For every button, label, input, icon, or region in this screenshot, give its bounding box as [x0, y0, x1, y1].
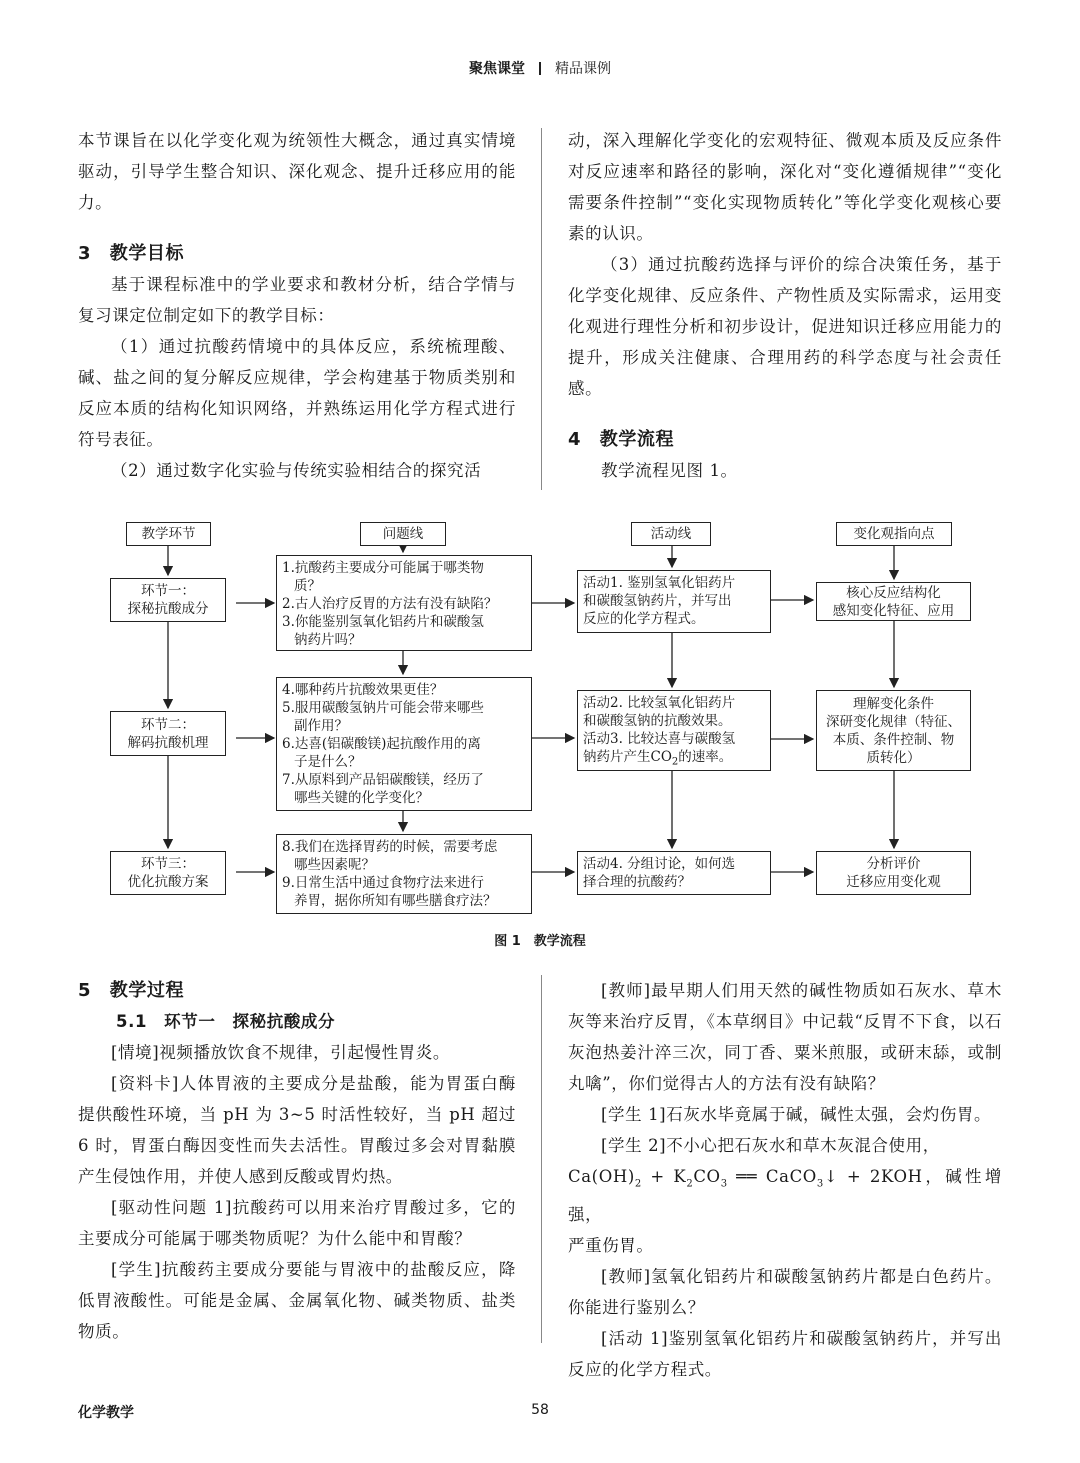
- activity-line: 择合理的抗酸药？: [583, 874, 691, 890]
- activity-line: [583, 748, 765, 772]
- question-line: 7.从原料到产品铝碳酸镁，经历了: [282, 772, 484, 788]
- question-line: 哪些关键的化学变化？: [294, 790, 429, 806]
- section-3-title: 3 教学目标: [78, 243, 185, 264]
- question-line: 8.我们在选择胃药的时候，需要考虑: [282, 839, 498, 855]
- stage-1-label: 环节一：: [141, 583, 195, 599]
- journal-name: 化学教学: [78, 1405, 134, 1421]
- question-line: 2.古人治疗反胃的方法有没有缺陷？: [282, 596, 498, 612]
- subsection-5-1-title: 5.1 环节一 探秘抗酸成分: [116, 1012, 336, 1031]
- viewpoint-line: 深研变化规律（特征、: [826, 713, 961, 730]
- paragraph: （3）通过抗酸药选择与评价的综合决策任务，基于化学变化规律、反应条件、产物性质及实际需求，运用变化观进行理性分析和初步设计，促进知识迁移应用能力的提升，形成关注健康、合理用药的科学态度与社会责任感。: [568, 255, 1002, 398]
- viewpoint-line: 感知变化特征、应用: [832, 602, 955, 619]
- col-head-questions: 问题线: [360, 522, 446, 546]
- stage-3-label: 环节三：: [141, 856, 195, 872]
- question-line: 1.抗酸药主要成分可能属于哪类物: [282, 560, 484, 576]
- paragraph: [学生]抗酸药主要成分要能与胃液中的盐酸反应，降低胃液酸性。可能是金属、金属氧化物、碱类物质、盐类物质。: [78, 1260, 516, 1341]
- viewpoint-line: 质转化）: [866, 749, 921, 766]
- activity-line: 反应的化学方程式。: [583, 611, 705, 627]
- header-separator: [539, 62, 541, 75]
- stage-3-title: 优化抗酸方案: [127, 874, 209, 890]
- question-line: 3.你能鉴别氢氧化铝药片和碳酸氢: [282, 614, 484, 630]
- question-line: 养胃，据你所知有哪些膳食疗法？: [294, 893, 497, 909]
- viewpoint-line: 核心反应结构化: [846, 584, 941, 601]
- eq-part: ↓ + 2KOH，碱性增强，: [568, 1167, 1002, 1225]
- stage-1-title: 探秘抗酸成分: [127, 601, 209, 617]
- question-line: 质？: [294, 578, 321, 594]
- subscript: 2: [686, 1178, 694, 1190]
- activity-box-1: [577, 570, 771, 633]
- viewpoint-line: 分析评价: [866, 856, 921, 872]
- activity-line: 活动4. 分组讨论，如何选: [583, 856, 736, 872]
- paragraph: 基于课程标准中的学业要求和教材分析，结合学情与复习课定位制定如下的教学目标：: [78, 275, 516, 325]
- subscript: 3: [816, 1178, 824, 1190]
- bottom-right-column: [568, 975, 1002, 1385]
- stage-2-box: [110, 711, 226, 756]
- eq-part: CO: [693, 1167, 721, 1186]
- subscript: 2: [671, 756, 679, 768]
- figure-caption: 图 1 教学流程: [494, 934, 586, 949]
- chemical-equation: [568, 1161, 1002, 1230]
- activity-line: 活动2. 比较氢氧化铝药片: [583, 695, 736, 711]
- paragraph: [教师]最早期人们用天然的碱性物质如石灰水、草木灰等来治疗反胃，《本草纲目》中记载“反胃不下食，以石灰泡热姜汁淬三次，同丁香、粟米煎服，或研末舔，或制丸噙”，你们觉得古人的方法有没有缺陷？: [568, 981, 1002, 1093]
- paragraph: [资料卡]人体胃液的主要成分是盐酸，能为胃蛋白酶提供酸性环境，当 pH 为 3~5 时活性较好，当 pH 超过 6 时，胃蛋白酶因变性而失去活性。胃酸过多会对胃黏膜产生侵蚀作用，并使人感到反酸或胃灼热。: [78, 1074, 516, 1186]
- activity-box-2: [577, 690, 771, 771]
- question-line: 6.达喜(铝碳酸镁)起抗酸作用的离: [282, 736, 481, 752]
- column-divider: [541, 128, 542, 490]
- paragraph: （2）通过数字化实验与传统实验相结合的探究活: [111, 461, 482, 480]
- col-head-viewpoints: 变化观指向点: [836, 522, 952, 546]
- running-header: [0, 58, 1080, 78]
- viewpoint-line: 理解变化条件: [853, 695, 934, 712]
- viewpoint-line: 本质、条件控制、物: [832, 731, 955, 748]
- subscript: 2: [634, 1178, 642, 1190]
- question-line: 4.哪种药片抗酸效果更佳？: [282, 682, 444, 698]
- stage-2-label: 环节二：: [141, 716, 195, 733]
- column-divider: [541, 975, 542, 1343]
- eq-part: Ca(OH): [568, 1167, 635, 1186]
- paragraph: [活动 1]鉴别氢氧化铝药片和碳酸氢钠药片，并写出反应的化学方程式。: [568, 1329, 1002, 1380]
- question-line: 哪些因素呢？: [294, 857, 375, 873]
- section-label: 聚焦课堂: [469, 61, 525, 77]
- top-right-column: [568, 125, 1002, 486]
- activity-line: 和碳酸氢钠的抗酸效果。: [583, 713, 732, 729]
- paragraph: [学生 1]石灰水毕竟属于碱，碱性太强，会灼伤胃。: [601, 1105, 992, 1124]
- question-line: 5.服用碳酸氢钠片可能会带来哪些: [282, 700, 484, 716]
- eq-part: ══ CaCO: [727, 1167, 817, 1186]
- activity-line: 和碳酸氢钠药片，并写出: [583, 593, 732, 609]
- question-line: 9.日常生活中通过食物疗法来进行: [282, 875, 484, 891]
- questions-box-3: [276, 834, 532, 914]
- activity-text: 钠药片产生CO: [583, 749, 672, 765]
- viewpoint-box-2: [816, 690, 971, 771]
- activity-line: 活动1. 鉴别氢氧化铝药片: [583, 575, 736, 591]
- question-line: 副作用？: [294, 718, 348, 734]
- col-head-activities: 活动线: [631, 522, 711, 546]
- eq-part: + K: [641, 1167, 687, 1186]
- bottom-left-column: [78, 975, 516, 1347]
- stage-3-box: [110, 851, 226, 895]
- paragraph: 本节课旨在以化学变化观为统领性大概念，通过真实情境驱动，引导学生整合知识、深化观念、提升迁移应用的能力。: [78, 131, 516, 212]
- section-5-title: 5 教学过程: [78, 980, 185, 1001]
- page-number: 58: [531, 1402, 549, 1418]
- viewpoint-line: 迁移应用变化观: [846, 874, 941, 890]
- paragraph: [情境]视频播放饮食不规律，引起慢性胃炎。: [111, 1043, 450, 1062]
- viewpoint-box-3: [816, 851, 971, 895]
- paragraph: 动，深入理解化学变化的宏观特征、微观本质及反应条件对反应速率和路径的影响，深化对“变化遵循规律”“变化需要条件控制”“变化实现物质转化”等化学变化观核心要素的认识。: [568, 131, 1002, 243]
- activity-line: 活动3. 比较达喜与碳酸氢: [583, 731, 736, 747]
- viewpoint-box-1: [816, 582, 971, 621]
- top-left-column: [78, 125, 516, 486]
- questions-box-1: [276, 555, 532, 651]
- section-4-title: 4 教学流程: [568, 429, 675, 450]
- col-head-stage: 教学环节: [126, 522, 211, 546]
- teaching-flow-diagram: [104, 515, 979, 925]
- subscript: 3: [720, 1178, 728, 1190]
- questions-box-2: [276, 677, 532, 811]
- column-label: 精品课例: [555, 61, 611, 77]
- paragraph: 教学流程见图 1。: [601, 461, 738, 480]
- question-line: 子是什么？: [294, 754, 362, 770]
- question-line: 钠药片吗？: [294, 632, 362, 648]
- paragraph: 严重伤胃。: [568, 1236, 654, 1256]
- paragraph: [学生 2]不小心把石灰水和草木灰混合使用，: [601, 1136, 940, 1155]
- stage-2-title: 解码抗酸机理: [127, 734, 209, 751]
- paragraph: （1）通过抗酸药情境中的具体反应，系统梳理酸、碱、盐之间的复分解反应规律，学会构建基于物质类别和反应本质的结构化知识网络，并熟练运用化学方程式进行符号表征。: [78, 337, 516, 449]
- activity-box-3: [577, 851, 771, 895]
- paragraph: [驱动性问题 1]抗酸药可以用来治疗胃酸过多，它的主要成分可能属于哪类物质呢？为什么能中和胃酸？: [78, 1198, 516, 1248]
- paragraph: [教师]氢氧化铝药片和碳酸氢钠药片都是白色药片。你能进行鉴别么？: [568, 1267, 1002, 1318]
- stage-1-box: [110, 578, 226, 622]
- activity-text: 的速率。: [678, 749, 733, 765]
